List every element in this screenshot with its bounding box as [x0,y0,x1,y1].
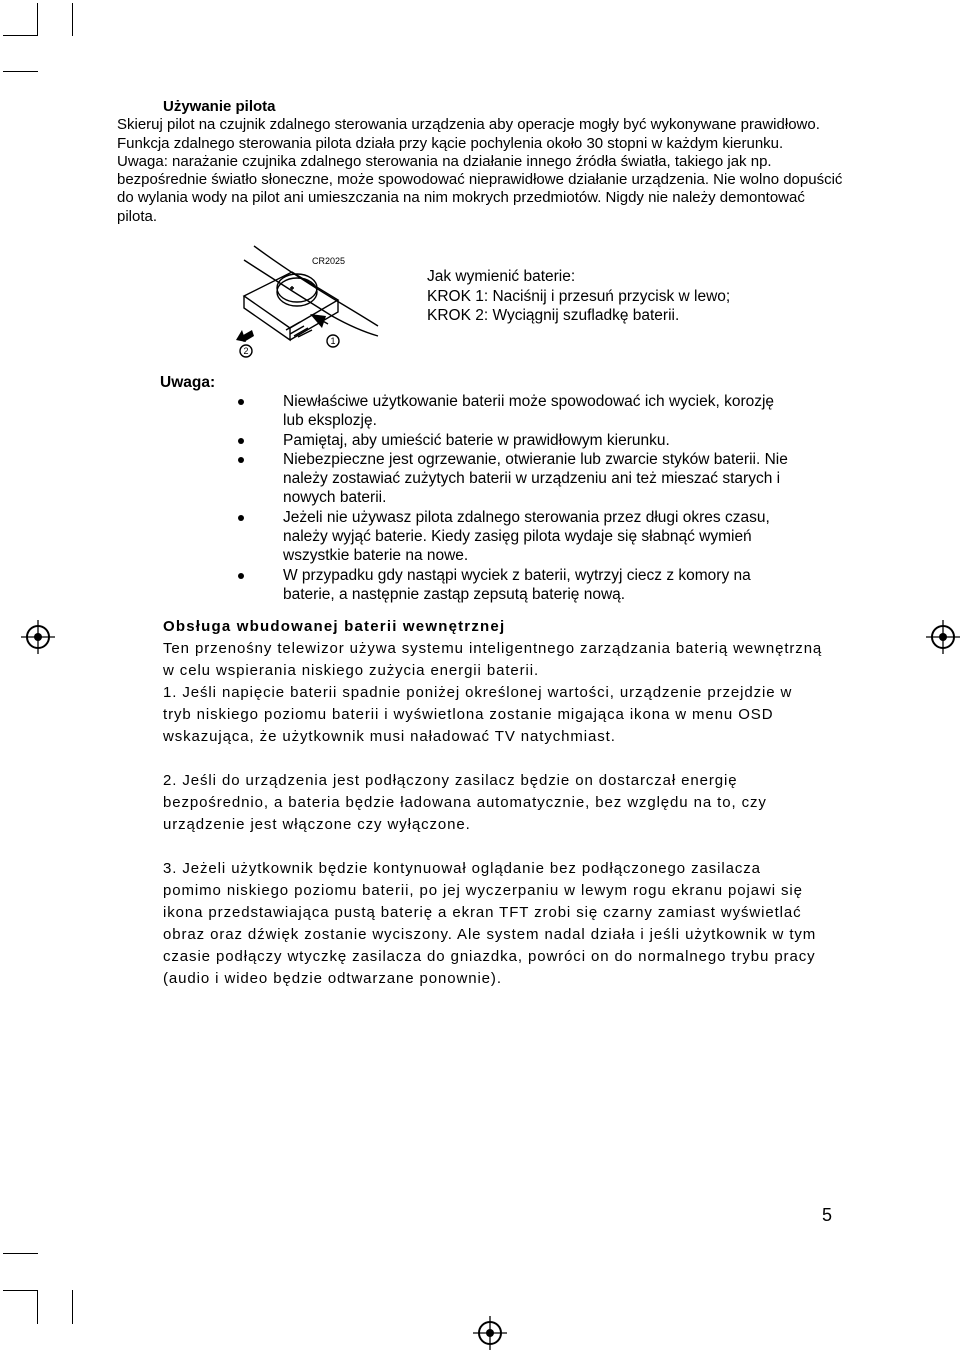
internal-battery-intro: Ten przenośny telewizor używa systemu inteligentnego zarządzania baterią wewnętrzną w celu wspierania niskiego zużycia energii baterii. [163,640,823,679]
crop-mark-bottom-inner-horizontal [3,1290,38,1291]
battery-steps-title: Jak wymienić baterie: [427,268,576,285]
battery-replacement-illustration [232,244,382,364]
remote-usage-paragraph: Skieruj pilot na czujnik zdalnego sterowania urządzenia aby operacje mogły być wykonywane prawidłowo. Funkcja zdalnego sterowania pilota działa przy kącie pochylenia około 30 stopni w każdym kierunku. [117,116,820,152]
crop-mark-top-left-vertical [37,3,38,36]
step-1-marker: 1 [330,336,336,346]
battery-steps [427,267,730,326]
page-number: 5 [822,1205,833,1225]
caution-item: Niewłaściwe użytkowanie baterii może spowodować ich wyciek, korozję lub eksplozję. [238,392,798,431]
internal-battery-point-3: 3. Jeżeli użytkownik będzie kontynuował oglądanie bez podłączonego zasilacza pomimo niskiego poziomu baterii, po jej wyczerpaniu w lewym rogu ekranu pojawi się ikona przedstawiająca pustą baterię a ekran TFT zrobi się czarny zamiast wyświetlać obraz oraz dźwięk zostanie wyciszony. Ale system nadal działa i jeśli użytkownik w tym czasie podłączy wtyczkę zasilacza do gniazdka, powróci on do normalnego trybu pracy (audio i wideo będzie odtwarzane ponownie). [163,860,817,987]
battery-type-label: CR2025 [312,256,346,266]
caution-label: Uwaga: [160,374,216,391]
crop-mark-bottom-left-vertical [37,1290,38,1324]
battery-step-2: KROK 2: Wyciągnij szufladkę baterii. [427,307,680,324]
caution-item: Pamiętaj, aby umieścić baterie w prawidłowym kierunku. [238,431,798,450]
crop-mark-bottom-inner-vertical [72,1290,73,1324]
caution-item: Niebezpieczne jest ogrzewanie, otwieranie lub zwarcie styków baterii. Nie należy zostawiać zużytych baterii w urządzeniu ani też mieszać starych i nowych baterii. [238,450,798,508]
caution-list [238,392,798,604]
registration-mark-bottom-icon [473,1316,507,1350]
crop-mark-bottom-left-horizontal [3,1253,38,1254]
internal-battery-point-2: 2. Jeśli do urządzenia jest podłączony zasilacz będzie on dostarczał energię bezpośrednio, a bateria będzie ładowana automatycznie, bez względu na to, czy urządzenie jest włączone czy wyłączone. [163,772,767,833]
battery-step-1: KROK 1: Naciśnij i przesuń przycisk w lewo; [427,287,731,305]
crop-mark-top-inner-vertical [72,3,73,36]
caution-item: W przypadku gdy nastąpi wyciek z baterii, wytrzyj ciecz z komory na baterie, a następnie zastąp zepsutą baterię nową. [238,566,798,605]
internal-battery-point-1: 1. Jeśli napięcie baterii spadnie poniżej określonej wartości, urządzenie przejdzie w tryb niskiego poziomu baterii i wyświetlona zostanie migająca ikona w menu OSD wskazująca, że użytkownik musi naładować TV natychmiast. [163,684,793,745]
registration-mark-right-icon [926,620,960,654]
remote-usage-section [117,98,847,226]
step-2-marker: 2 [243,346,249,356]
internal-battery-section [163,616,823,990]
remote-usage-heading: Używanie pilota [163,98,276,115]
crop-mark-top-left-horizontal [3,35,38,36]
remote-usage-warning: Uwaga: narażanie czujnika zdalnego sterowania na działanie innego źródła światła, takiego jak np. bezpośrednie światło słoneczne, może spowodować nieprawidłowe działanie urządzenia. Nie wolno dopuścić do wylania wody na pilot ani umieszczania na nim mokrych przedmiotów. Nigdy nie należy demontować pilota. [117,152,843,225]
registration-mark-left-icon [21,620,55,654]
internal-battery-heading: Obsługa wbudowanej baterii wewnętrznej [163,618,506,635]
crop-mark-top-inner-horizontal [3,71,38,72]
caution-item: Jeżeli nie używasz pilota zdalnego sterowania przez długi okres czasu, należy wyjąć baterie. Kiedy zasięg pilota wydaje się słabnąć wymień wszystkie baterie na nowe. [238,508,798,566]
